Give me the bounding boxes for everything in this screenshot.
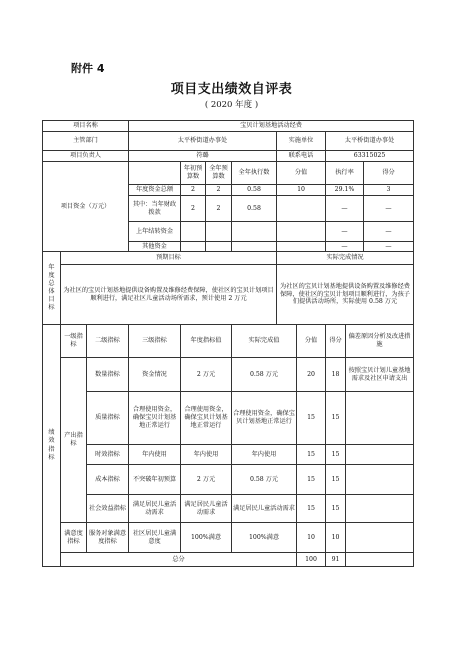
- funds-score-value: [277, 196, 326, 222]
- leader-label: 项目负责人: [43, 151, 129, 162]
- total-label: 总分: [61, 553, 297, 567]
- level3-cell: 合理使用资金，确保宝贝计划基地正常运行: [129, 392, 181, 445]
- total-deviation: [346, 553, 414, 567]
- funds-score-value: [277, 222, 326, 242]
- level3-cell: 社区居民儿童满意度: [129, 523, 181, 553]
- funds-row-label: 其中：当年财政拨款: [129, 196, 181, 222]
- funds-rate-header: 执行率: [326, 162, 364, 185]
- deviation-cell: [346, 392, 414, 445]
- score-value-cell: 10: [297, 523, 326, 553]
- funds-initial: [181, 242, 206, 252]
- level1-header: 一级指标: [61, 325, 87, 358]
- actual-completion-header: 实际完成情况: [277, 252, 414, 265]
- actual-completion-text: 为社区的宝贝计划基地提供设备购置及维修经费保障，使社区的宝贝计划项目顺利进行，为孩子们提供活动场所，实际使用 0.58 万元: [277, 265, 414, 325]
- annual-goals-label: 年度总体目标: [43, 252, 61, 325]
- goals-content-row: [43, 265, 414, 325]
- funds-initial: 2: [181, 185, 206, 196]
- funds-executed: [232, 242, 277, 252]
- target-cell: 合理使用资金，确保宝贝计划基地正常运行: [181, 392, 232, 445]
- score-cell: 10: [326, 523, 346, 553]
- funds-annual: 2: [206, 196, 232, 222]
- funds-header-row: [43, 162, 414, 185]
- funds-annual: [206, 222, 232, 242]
- score-cell: 15: [326, 392, 346, 445]
- project-name-value: 宝贝计划基地活动经费: [129, 121, 414, 132]
- score-cell: 18: [326, 358, 346, 392]
- indicator-row: [43, 465, 414, 495]
- funds-executed-header: 全年执行数: [232, 162, 277, 185]
- score-header: 得分: [326, 325, 346, 358]
- funds-row-label: 年度资金总额: [129, 185, 181, 196]
- actual-cell: 满足居民儿童活动需求: [232, 495, 297, 523]
- actual-cell: 100%满意: [232, 523, 297, 553]
- score-value-cell: 20: [297, 358, 326, 392]
- funds-initial: 2: [181, 196, 206, 222]
- level3-cell: 满足居民儿童活动需求: [129, 495, 181, 523]
- score-cell: 15: [326, 465, 346, 495]
- actual-cell: 合理使用资金，确保宝贝计划基地正常运行: [232, 392, 297, 445]
- department-label: 主管部门: [43, 132, 129, 151]
- score-value-cell: 15: [297, 495, 326, 523]
- deviation-cell: [346, 445, 414, 465]
- total-score: 91: [326, 553, 346, 567]
- level2-cell: 社会效益指标: [87, 495, 129, 523]
- score-cell: 15: [326, 495, 346, 523]
- level2-header: 二级指标: [87, 325, 129, 358]
- goals-header-row: [43, 252, 414, 265]
- level2-cell: 服务对象满意度指标: [87, 523, 129, 553]
- level2-cell: 成本指标: [87, 465, 129, 495]
- deviation-header: 偏差原因分析及改进措施: [346, 325, 414, 358]
- deviation-cell: 按照宝贝计划儿童基地需求及社区申请支出: [346, 358, 414, 392]
- funds-annual: 2: [206, 185, 232, 196]
- phone-label: 联系电话: [277, 151, 326, 162]
- funds-executed: 0.58: [232, 185, 277, 196]
- funds-initial: [181, 222, 206, 242]
- funds-executed: [232, 222, 277, 242]
- funds-rate: —: [326, 242, 364, 252]
- level2-cell: 时效指标: [87, 445, 129, 465]
- leader-value: 符璐: [129, 151, 277, 162]
- indicator-row: [43, 445, 414, 465]
- project-name-label: 项目名称: [43, 121, 129, 132]
- funds-score: —: [364, 196, 414, 222]
- funds-initial-header: 年初预算数: [181, 162, 206, 185]
- level3-cell: 年内使用: [129, 445, 181, 465]
- funds-score-value: [277, 242, 326, 252]
- funds-row-label: 上年结转资金: [129, 222, 181, 242]
- score-value-cell: 15: [297, 392, 326, 445]
- funds-score-value: 10: [277, 185, 326, 196]
- attachment-label: 附件 4: [71, 62, 105, 75]
- funds-rate: —: [326, 222, 364, 242]
- target-cell: 满足居民儿童活动需求: [181, 495, 232, 523]
- score-value-cell: 15: [297, 445, 326, 465]
- funds-row-label: 其他资金: [129, 242, 181, 252]
- funds-score: —: [364, 242, 414, 252]
- project-name-row: [43, 121, 414, 132]
- target-header: 年度指标值: [181, 325, 232, 358]
- funds-annual: [206, 242, 232, 252]
- level2-cell: 数量指标: [87, 358, 129, 392]
- level2-cell: 质量指标: [87, 392, 129, 445]
- funds-rate: —: [326, 196, 364, 222]
- actual-cell: 年内使用: [232, 445, 297, 465]
- department-value: 太平桥街道办事处: [129, 132, 277, 151]
- target-cell: 2 万元: [181, 465, 232, 495]
- target-cell: 年内使用: [181, 445, 232, 465]
- deviation-cell: [346, 465, 414, 495]
- level3-header: 三级指标: [129, 325, 181, 358]
- indicator-row: [43, 392, 414, 445]
- total-row: [43, 553, 414, 567]
- document-title: 项目支出绩效自评表: [170, 82, 293, 97]
- deviation-cell: [346, 523, 414, 553]
- funds-executed: 0.58: [232, 196, 277, 222]
- expected-goals-header: 预期目标: [61, 252, 277, 265]
- phone-value: 63315025: [326, 151, 414, 162]
- target-cell: 2 万元: [181, 358, 232, 392]
- funds-score-header: 得分: [364, 162, 414, 185]
- indicator-row: [43, 495, 414, 523]
- funds-score: 3: [364, 185, 414, 196]
- indicator-row: [43, 523, 414, 553]
- level3-cell: 不突破年初预算: [129, 465, 181, 495]
- funds-rate: 29.1%: [326, 185, 364, 196]
- actual-cell: 0.58 万元: [232, 358, 297, 392]
- performance-indicators-label: 绩效指标: [43, 325, 61, 567]
- funds-annual-header: 全年预算数: [206, 162, 232, 185]
- implementing-unit-label: 实施单位: [277, 132, 326, 151]
- target-cell: 100%满意: [181, 523, 232, 553]
- leader-row: [43, 151, 414, 162]
- self-evaluation-table: [42, 120, 414, 567]
- score-value-cell: 15: [297, 465, 326, 495]
- indicator-row: [43, 358, 414, 392]
- funds-score-value-header: 分值: [277, 162, 326, 185]
- department-row: [43, 132, 414, 151]
- score-value-header: 分值: [297, 325, 326, 358]
- implementing-unit-value: 太平桥街道办事处: [326, 132, 414, 151]
- deviation-cell: [346, 495, 414, 523]
- indicators-header-row: [43, 325, 414, 358]
- expected-goals-text: 为社区的宝贝计划基地提供设备购置及维修经费保障，使社区的宝贝计划项目顺利进行，满足社区儿童活动场所需求，预计使用 2 万元: [61, 265, 277, 325]
- funds-blank-header: [129, 162, 181, 185]
- score-cell: 15: [326, 445, 346, 465]
- actual-header: 实际完成值: [232, 325, 297, 358]
- funds-label: 项目资金（万元）: [43, 162, 129, 252]
- satisfaction-indicators-label: 满意度指标: [61, 523, 87, 553]
- output-indicators-label: 产出指标: [61, 358, 87, 523]
- actual-cell: 0.58 万元: [232, 465, 297, 495]
- total-score-value: 100: [297, 553, 326, 567]
- level3-cell: 资金情况: [129, 358, 181, 392]
- funds-score: —: [364, 222, 414, 242]
- document-year: ( 2020 年度 ): [204, 100, 259, 110]
